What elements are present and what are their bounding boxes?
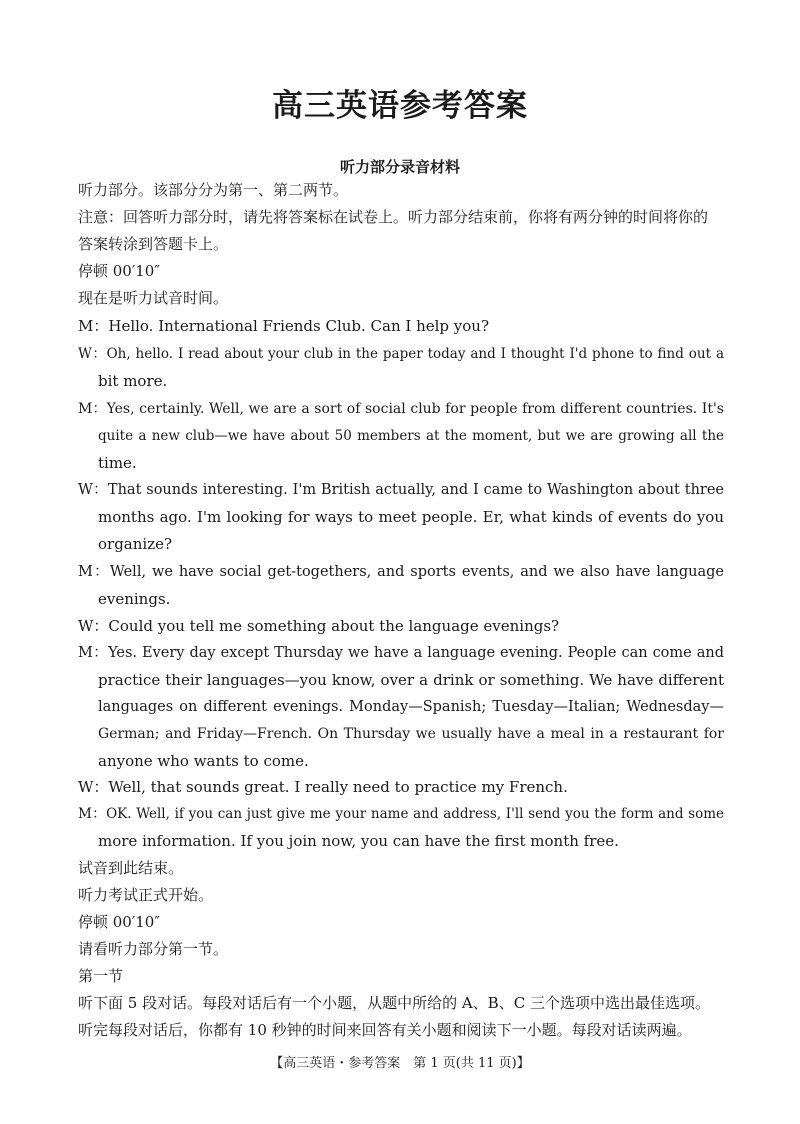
- text-line: 听力考试正式开始。: [78, 886, 214, 904]
- dialogue-line: W：That sounds interesting. I'm British actually, and I came to Washington about three: [78, 482, 724, 498]
- dialogue-line: practice their languages—you know, over a drink or something. We have different: [98, 671, 724, 689]
- dialogue-line: M：Yes. Every day except Thursday we have a language evening. People can come and: [78, 645, 724, 661]
- text-line: 停顿 00′10″: [78, 262, 160, 280]
- dialogue-line: W：Could you tell me something about the language evenings?: [78, 617, 560, 635]
- text-line: 试音到此结束。: [78, 859, 184, 877]
- dialogue-line: months ago. I'm looking for ways to meet people. Er, what kinds of events do you: [98, 508, 724, 526]
- dialogue-line: M：OK. Well, if you can just give me your name and address, I'll send you the form and some: [78, 806, 724, 822]
- text-line: 注意：回答听力部分时，请先将答案标在试卷上。听力部分结束前，你将有两分钟的时间将你的: [78, 208, 709, 226]
- dialogue-line: organize?: [98, 535, 173, 553]
- text-line: 答案转涂到答题卡上。: [78, 235, 229, 253]
- dialogue-line: German; and Friday—French. On Thursday we usually have a meal in a restaurant for: [98, 726, 724, 742]
- dialogue-line: bit more.: [98, 372, 168, 390]
- text-line: 听下面 5 段对话。每段对话后有一个小题，从题中所给的 A、B、C 三个选项中选出最佳选项。: [78, 994, 710, 1012]
- text-line: 停顿 00′10″: [78, 913, 160, 931]
- dialogue-line: quite a new club—we have about 50 members at the moment, but we are growing all the: [98, 428, 724, 444]
- dialogue-line: time.: [98, 454, 137, 472]
- dialogue-line: evenings.: [98, 590, 171, 608]
- dialogue-line: languages on different evenings. Monday—Spanish; Tuesday—Italian; Wednesday—: [98, 699, 724, 715]
- dialogue-line: W：Oh, hello. I read about your club in the paper today and I thought I'd phone to find out a: [78, 346, 724, 362]
- text-line: 现在是听力试音时间。: [78, 289, 229, 307]
- section-heading: 听力部分录音材料: [339, 158, 460, 176]
- text-line: 请看听力部分第一节。: [78, 940, 229, 958]
- dialogue-line: anyone who wants to come.: [98, 752, 309, 770]
- dialogue-line: W：Well, that sounds great. I really need to practice my French.: [78, 778, 568, 796]
- page-title: 高三英语参考答案: [272, 88, 528, 124]
- page-footer: 【高三英语・参考答案 第 1 页(共 11 页)】: [270, 1056, 530, 1071]
- dialogue-line: M：Yes, certainly. Well, we are a sort of social club for people from different countries. It's: [78, 401, 724, 417]
- dialogue-line: M：Well, we have social get-togethers, and sports events, and we also have language: [78, 564, 724, 580]
- text-line: 第一节: [78, 967, 124, 985]
- dialogue-line: M：Hello. International Friends Club. Can I help you?: [78, 317, 490, 335]
- dialogue-line: more information. If you join now, you can have the first month free.: [98, 832, 619, 850]
- text-line: 听完每段对话后，你都有 10 秒钟的时间来回答有关小题和阅读下一小题。每段对话读两遍。: [78, 1021, 692, 1039]
- text-line: 听力部分。该部分分为第一、第二两节。: [78, 181, 349, 199]
